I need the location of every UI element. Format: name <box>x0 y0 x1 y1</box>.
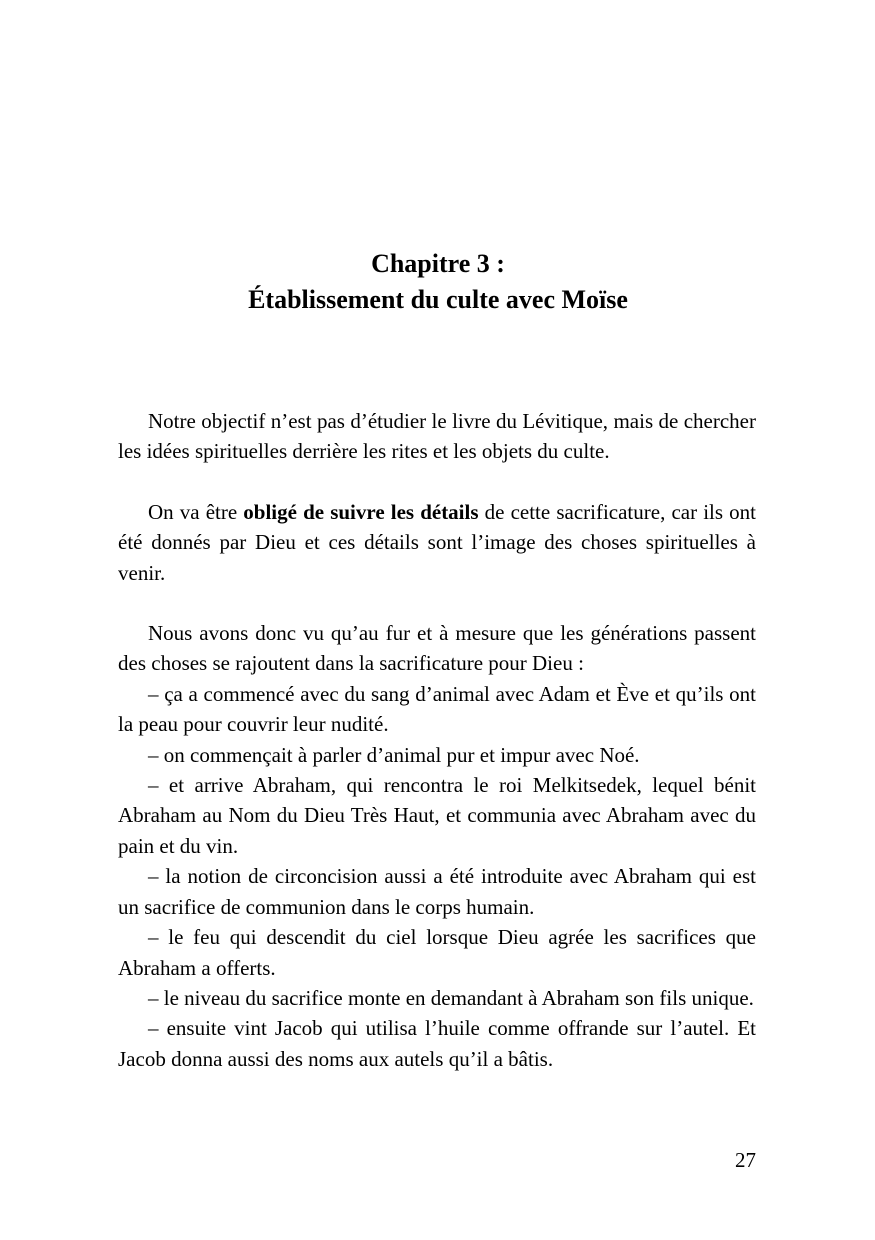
chapter-heading <box>118 246 758 318</box>
page-number: 27 <box>735 1148 756 1172</box>
list-item: – on commençait à parler d’animal pur et impur avec Noé. <box>148 742 640 767</box>
list-item: – ça a commencé avec du sang d’animal avec Adam et Ève et qu’ils ont la peau pour couvrir leur nudité. <box>118 681 756 737</box>
emphasis-text: obligé de suivre les détails <box>243 499 479 524</box>
list-item: – et arrive Abraham, qui rencontra le roi Melkitsedek, lequel bénit Abraham au Nom du Dieu Très Haut, et communia avec Abraham avec du pain et du vin. <box>118 773 756 858</box>
paragraph-details-end: de cette sacrificature, car ils ont été donnés par Dieu et ces détails sont l’image des choses spirituelles à venir. <box>118 499 756 585</box>
list-item: – ensuite vint Jacob qui utilisa l’huile comme offrande sur l’autel. Et Jacob donna aussi des noms aux autels qu’il a bâtis. <box>118 1016 756 1071</box>
paragraph-details-start: On va être <box>148 499 244 524</box>
paragraph-generations: Nous avons donc vu qu’au fur et à mesure que les générations passent des choses se rajoutent dans la sacrificature pour Dieu : <box>118 621 756 676</box>
chapter-number: Chapitre 3 : <box>371 249 505 278</box>
chapter-title: Établissement du culte avec Moïse <box>248 285 628 314</box>
list-item: – la notion de circoncision aussi a été introduite avec Abraham qui est un sacrifice de communion dans le corps humain. <box>118 864 756 919</box>
list-item: – le feu qui descendit du ciel lorsque Dieu agrée les sacrifices que Abraham a offerts. <box>118 925 756 980</box>
chapter-body <box>118 406 756 1074</box>
list-item: – le niveau du sacrifice monte en demandant à Abraham son fils unique. <box>148 985 754 1010</box>
paragraph-details <box>118 497 756 588</box>
paragraph-objective: Notre objectif n’est pas d’étudier le livre du Lévitique, mais de chercher les idées spirituelles derrière les rites et les objets du culte. <box>118 409 756 464</box>
